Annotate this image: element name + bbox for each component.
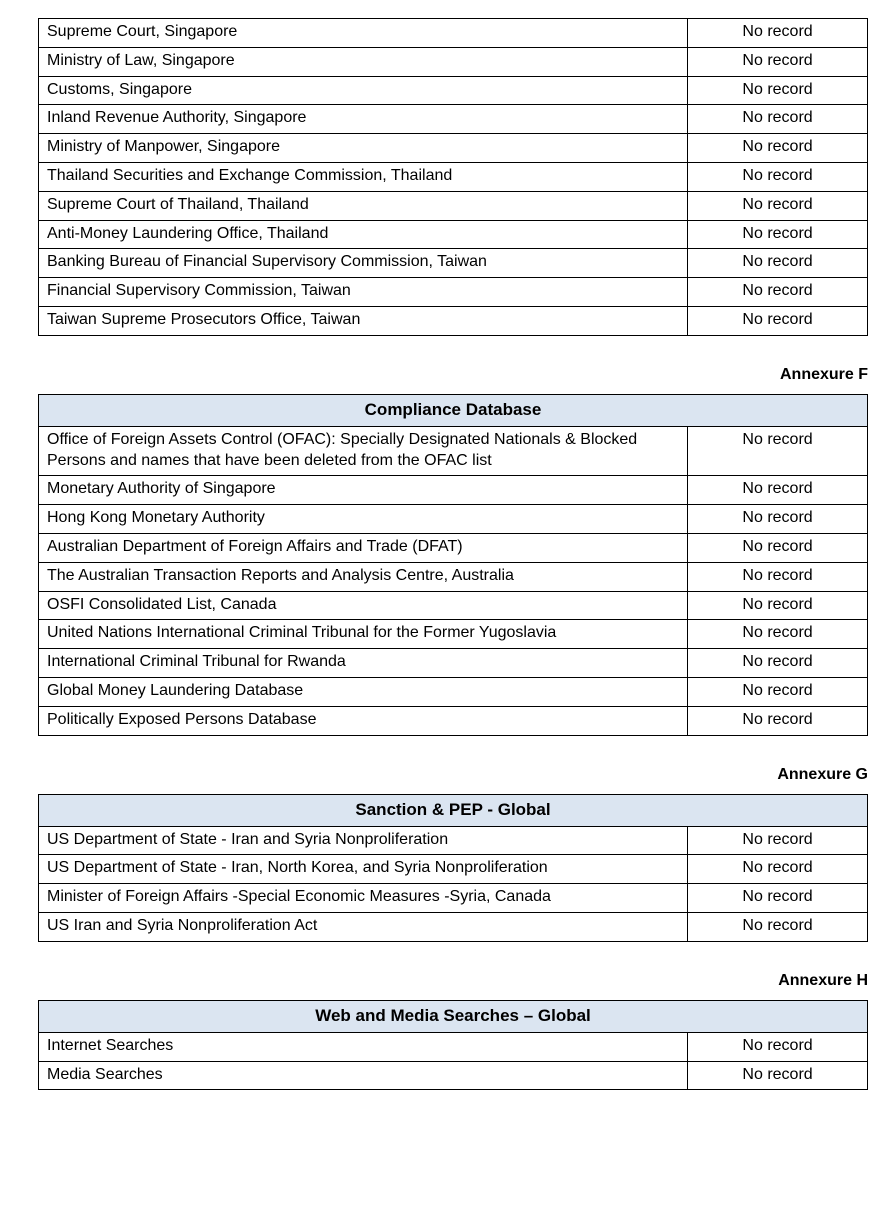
table-row <box>39 1032 868 1061</box>
table-row <box>39 562 868 591</box>
search-result-cell: No record <box>688 191 868 220</box>
table-row <box>39 505 868 534</box>
search-result-cell: No record <box>688 306 868 335</box>
source-name-cell: Banking Bureau of Financial Supervisory Commission, Taiwan <box>39 249 688 278</box>
table-row <box>39 278 868 307</box>
table-row <box>39 855 868 884</box>
source-name-cell: US Iran and Syria Nonproliferation Act <box>39 912 688 941</box>
source-name-cell: Monetary Authority of Singapore <box>39 476 688 505</box>
search-result-cell: No record <box>688 591 868 620</box>
source-name-cell: Hong Kong Monetary Authority <box>39 505 688 534</box>
source-name-cell: Internet Searches <box>39 1032 688 1061</box>
source-name-cell: Minister of Foreign Affairs -Special Economic Measures -Syria, Canada <box>39 884 688 913</box>
table-row <box>39 706 868 735</box>
table-title: Web and Media Searches – Global <box>39 1000 868 1032</box>
source-name-cell: US Department of State - Iran and Syria Nonproliferation <box>39 826 688 855</box>
source-name-cell: Global Money Laundering Database <box>39 677 688 706</box>
search-result-cell: No record <box>688 19 868 48</box>
table-row <box>39 649 868 678</box>
search-result-cell: No record <box>688 278 868 307</box>
table-row <box>39 426 868 476</box>
table-row <box>39 76 868 105</box>
source-name-cell: Taiwan Supreme Prosecutors Office, Taiwan <box>39 306 688 335</box>
search-result-cell: No record <box>688 76 868 105</box>
table-row <box>39 912 868 941</box>
source-name-cell: Anti-Money Laundering Office, Thailand <box>39 220 688 249</box>
search-result-cell: No record <box>688 220 868 249</box>
table-row <box>39 1061 868 1090</box>
annexure-g-label: Annexure G <box>777 765 868 783</box>
search-result-cell: No record <box>688 884 868 913</box>
table-header-row <box>39 794 868 826</box>
table-row <box>39 134 868 163</box>
table-row <box>39 162 868 191</box>
web-media-searches-table <box>38 1000 868 1091</box>
source-name-cell: Thailand Securities and Exchange Commission, Thailand <box>39 162 688 191</box>
table-row <box>39 620 868 649</box>
source-name-cell: OSFI Consolidated List, Canada <box>39 591 688 620</box>
search-result-cell: No record <box>688 562 868 591</box>
search-result-cell: No record <box>688 47 868 76</box>
source-name-cell: Inland Revenue Authority, Singapore <box>39 105 688 134</box>
source-name-cell: Supreme Court, Singapore <box>39 19 688 48</box>
source-name-cell: Politically Exposed Persons Database <box>39 706 688 735</box>
search-result-cell: No record <box>688 855 868 884</box>
search-result-cell: No record <box>688 505 868 534</box>
table-row <box>39 191 868 220</box>
annexure-f-label: Annexure F <box>779 365 868 383</box>
table-row <box>39 306 868 335</box>
source-name-cell: Ministry of Law, Singapore <box>39 47 688 76</box>
search-result-cell: No record <box>688 1032 868 1061</box>
table-title: Sanction & PEP - Global <box>39 794 868 826</box>
table-row <box>39 677 868 706</box>
source-name-cell: Ministry of Manpower, Singapore <box>39 134 688 163</box>
table-row <box>39 19 868 48</box>
table-row <box>39 826 868 855</box>
source-name-cell: International Criminal Tribunal for Rwanda <box>39 649 688 678</box>
search-result-cell: No record <box>688 826 868 855</box>
search-result-cell: No record <box>688 105 868 134</box>
source-name-cell: Supreme Court of Thailand, Thailand <box>39 191 688 220</box>
search-result-cell: No record <box>688 706 868 735</box>
source-name-cell: Customs, Singapore <box>39 76 688 105</box>
search-result-cell: No record <box>688 426 868 476</box>
regulatory-agencies-table <box>38 18 868 336</box>
table-row <box>39 591 868 620</box>
source-name-cell: The Australian Transaction Reports and Analysis Centre, Australia <box>39 562 688 591</box>
compliance-database-table <box>38 394 868 736</box>
table-header-row <box>39 1000 868 1032</box>
table-row <box>39 533 868 562</box>
source-name-cell: United Nations International Criminal Tribunal for the Former Yugoslavia <box>39 620 688 649</box>
search-result-cell: No record <box>688 1061 868 1090</box>
table-row <box>39 476 868 505</box>
search-result-cell: No record <box>688 649 868 678</box>
source-name-cell: Office of Foreign Assets Control (OFAC): Specially Designated Nationals & Blocked Persons and names that have been deleted from the OFAC list <box>39 426 688 476</box>
table-row <box>39 249 868 278</box>
annexure-h-label: Annexure H <box>778 971 868 989</box>
search-result-cell: No record <box>688 677 868 706</box>
search-result-cell: No record <box>688 620 868 649</box>
search-result-cell: No record <box>688 134 868 163</box>
source-name-cell: Media Searches <box>39 1061 688 1090</box>
search-result-cell: No record <box>688 533 868 562</box>
search-result-cell: No record <box>688 912 868 941</box>
search-result-cell: No record <box>688 249 868 278</box>
table-title: Compliance Database <box>39 394 868 426</box>
table-row <box>39 105 868 134</box>
source-name-cell: US Department of State - Iran, North Korea, and Syria Nonproliferation <box>39 855 688 884</box>
table-row <box>39 220 868 249</box>
table-header-row <box>39 394 868 426</box>
source-name-cell: Australian Department of Foreign Affairs and Trade (DFAT) <box>39 533 688 562</box>
search-result-cell: No record <box>688 476 868 505</box>
sanction-pep-global-table <box>38 794 868 942</box>
search-result-cell: No record <box>688 162 868 191</box>
table-row <box>39 47 868 76</box>
source-name-cell: Financial Supervisory Commission, Taiwan <box>39 278 688 307</box>
table-row <box>39 884 868 913</box>
